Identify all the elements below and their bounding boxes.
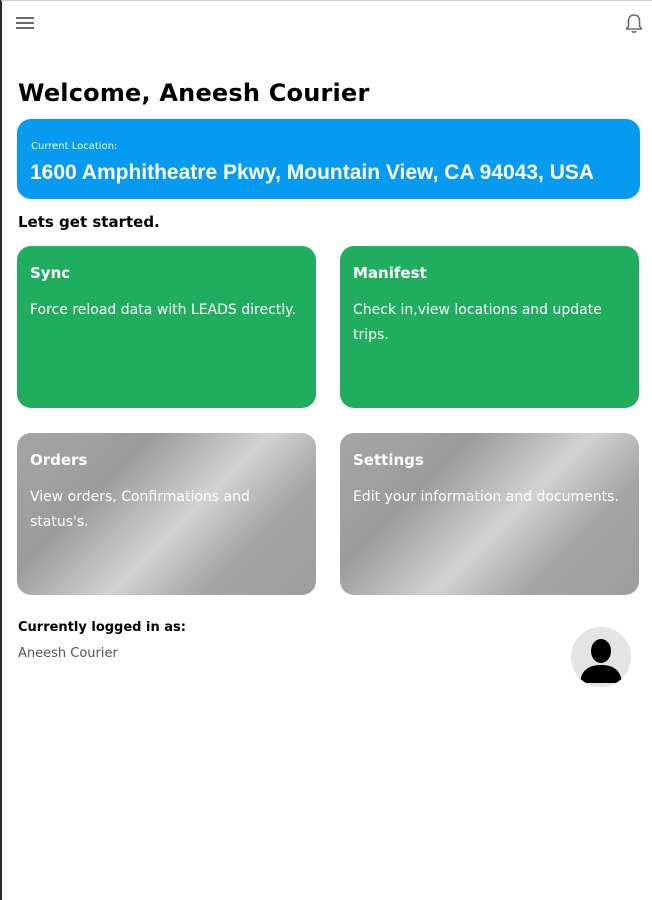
orders-tile-title: Orders	[30, 451, 88, 469]
manifest-tile[interactable]	[340, 246, 639, 408]
current-location-card	[17, 119, 640, 199]
logged-in-label: Currently logged in as:	[18, 620, 186, 635]
current-location-address: 1600 Amphitheatre Pkwy, Mountain View, CA 94043, USA	[30, 161, 595, 184]
sync-tile[interactable]	[17, 246, 316, 408]
sync-tile-description: Force reload data with LEADS directly.	[30, 302, 296, 318]
bell-icon[interactable]	[624, 13, 644, 35]
logged-in-user-name: Aneesh Courier	[18, 646, 118, 661]
manifest-tile-description: Check in,view locations and update trips.	[353, 302, 602, 343]
orders-tile[interactable]	[17, 433, 316, 595]
hamburger-menu-icon[interactable]	[16, 17, 34, 31]
get-started-text: Lets get started.	[18, 213, 160, 231]
sync-tile-title: Sync	[30, 264, 71, 282]
current-location-label: Current Location:	[31, 141, 118, 152]
settings-tile[interactable]	[340, 433, 639, 595]
top-bar	[2, 1, 652, 49]
orders-tile-description: View orders, Confirmations and status's.	[30, 489, 250, 530]
manifest-tile-title: Manifest	[353, 264, 427, 282]
welcome-heading: Welcome, Aneesh Courier	[18, 79, 370, 107]
settings-tile-title: Settings	[353, 451, 424, 469]
settings-tile-description: Edit your information and documents.	[353, 489, 619, 505]
user-silhouette-icon[interactable]	[571, 627, 631, 687]
